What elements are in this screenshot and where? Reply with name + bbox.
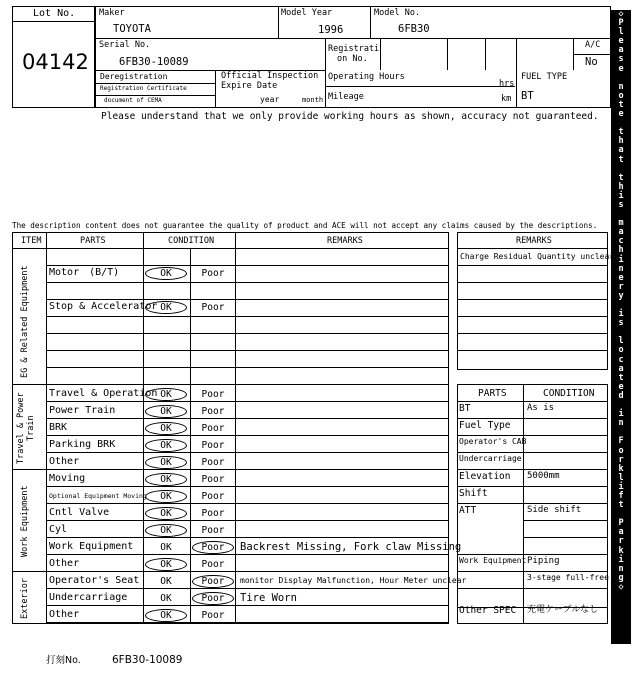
- poor-option[interactable]: Poor: [201, 302, 225, 313]
- ac-value: No: [585, 56, 598, 68]
- notice-text: Please understand that we only provide working hours as shown, accuracy not guaranteed.: [101, 111, 599, 122]
- right-parts-line: [457, 503, 608, 504]
- year-label: year: [260, 95, 280, 104]
- right-condition-value: Piping: [527, 556, 560, 566]
- side-notice-char: i: [618, 481, 624, 492]
- table-row-line: [46, 401, 449, 402]
- right-remarks-line: [457, 316, 608, 317]
- header-condition: CONDITION: [168, 236, 215, 246]
- poor-option[interactable]: Poor: [201, 474, 225, 485]
- table-col-line: [46, 232, 47, 624]
- remark-text: Backrest Missing, Fork claw Missing: [240, 541, 462, 553]
- ok-circled[interactable]: OK: [145, 388, 187, 401]
- side-notice-char: t: [618, 172, 624, 183]
- side-notice-char: s: [618, 54, 624, 65]
- group-line: [12, 571, 449, 572]
- right-condition-value: 5000mm: [527, 471, 560, 481]
- table-row-line: [46, 554, 449, 555]
- side-notice-char: t: [618, 99, 624, 110]
- right-parts-line: [457, 452, 608, 453]
- side-notice-char: i: [618, 554, 624, 565]
- side-notice-char: l: [618, 336, 624, 347]
- ok-circled[interactable]: OK: [145, 456, 187, 469]
- table-row-line: [46, 367, 449, 368]
- side-notice-char: h: [618, 181, 624, 192]
- ok-circled[interactable]: OK: [145, 301, 187, 314]
- part-label: Stop & Accelerator: [49, 301, 158, 312]
- side-notice-char: t: [618, 500, 624, 511]
- right-remarks-line: [457, 248, 608, 249]
- right-part-label: Fuel Type: [459, 420, 511, 431]
- side-notice-char: a: [618, 145, 624, 156]
- right-part-label: Other SPEC: [459, 605, 517, 616]
- side-notice-char: d: [618, 390, 624, 401]
- part-label: Travel & Operation: [49, 388, 158, 399]
- side-notice-char: i: [618, 309, 624, 320]
- table-row-line: [46, 435, 449, 436]
- group-travel: Travel & Power Train: [16, 392, 36, 464]
- part-label: Moving: [49, 473, 86, 484]
- side-notice-char: e: [618, 36, 624, 47]
- side-notice-char: e: [618, 63, 624, 74]
- table-col-line: [235, 232, 236, 624]
- right-condition-value: Side shift: [527, 505, 582, 515]
- right-remarks-line: [457, 265, 608, 266]
- side-notice-char: e: [618, 381, 624, 392]
- table-row-line: [46, 384, 449, 385]
- poor-circled[interactable]: Poor: [192, 541, 234, 554]
- side-notice-char: y: [618, 290, 624, 301]
- poor-circled[interactable]: Poor: [192, 575, 234, 588]
- side-notice-char: k: [618, 545, 624, 556]
- maker-value: TOYOTA: [113, 23, 151, 35]
- side-notice-char: r: [618, 536, 624, 547]
- part-label: Other: [49, 558, 80, 569]
- right-condition-value: As is: [527, 403, 555, 413]
- ok-circled[interactable]: OK: [145, 524, 187, 537]
- table-row-line: [46, 333, 449, 334]
- table-row-line: [46, 588, 449, 589]
- ok-circled[interactable]: OK: [145, 439, 187, 452]
- side-notice-char: i: [618, 409, 624, 420]
- side-notice-char: P: [618, 518, 624, 529]
- part-label: Power Train: [49, 405, 116, 416]
- group-eg: EG & Related Equipment: [20, 265, 30, 378]
- header-parts: PARTS: [80, 236, 106, 246]
- table-row-line: [46, 537, 449, 538]
- part-label: Cyl: [49, 524, 68, 535]
- right-parts-line: [457, 469, 608, 470]
- right-condition-header: CONDITION: [543, 388, 595, 399]
- ac-label: A/C: [585, 40, 601, 50]
- side-notice-char: c: [618, 354, 624, 365]
- table-col-line: [143, 232, 144, 624]
- right-part-label: BT: [459, 403, 471, 414]
- side-notice-char: i: [618, 254, 624, 265]
- group-line: [12, 469, 449, 470]
- right-part-label: ATT: [459, 505, 477, 516]
- table-row-line: [46, 316, 449, 317]
- side-notice-char: a: [618, 527, 624, 538]
- table-row-line: [46, 520, 449, 521]
- table-row-line: [46, 622, 449, 623]
- cema-label: document of CEMA: [104, 97, 162, 104]
- side-notice-char: k: [618, 463, 624, 474]
- poor-option[interactable]: Poor: [201, 610, 225, 621]
- part-label: Other: [49, 609, 80, 620]
- side-notice-char: F: [618, 436, 624, 447]
- side-notice-char: a: [618, 45, 624, 56]
- stamp-value: 6FB30-10089: [112, 654, 183, 666]
- side-notice-char: f: [618, 490, 624, 501]
- side-notice-char: t: [618, 127, 624, 138]
- side-notice-char: e: [618, 109, 624, 120]
- poor-option[interactable]: Poor: [201, 268, 225, 279]
- poor-option[interactable]: Poor: [201, 423, 225, 434]
- model-year-value: 1996: [318, 24, 344, 36]
- right-remarks-line: [457, 350, 608, 351]
- right-parts-line: [457, 571, 608, 572]
- table-row-line: [46, 486, 449, 487]
- ok-circled[interactable]: OK: [145, 473, 187, 486]
- right-part-label: Work Equipment: [459, 556, 527, 565]
- poor-option[interactable]: Poor: [201, 491, 225, 502]
- registration-label: Registrati: [328, 44, 380, 54]
- side-notice-char: m: [618, 218, 624, 229]
- ok-circled[interactable]: OK: [145, 490, 187, 503]
- ok-option[interactable]: OK: [160, 576, 172, 587]
- right-parts-line: [457, 588, 608, 589]
- side-notice-char: h: [618, 136, 624, 147]
- right-remarks-line: [457, 282, 608, 283]
- right-parts-line: [457, 401, 608, 402]
- right-parts-line: [457, 418, 608, 419]
- poor-option[interactable]: Poor: [201, 389, 225, 400]
- ok-option[interactable]: OK: [160, 542, 172, 553]
- part-label: Motor (B/T): [49, 267, 120, 278]
- ok-circled[interactable]: OK: [145, 267, 187, 280]
- side-notice-char: h: [618, 245, 624, 256]
- side-notice-char: c: [618, 236, 624, 247]
- side-notice-char: P: [618, 18, 624, 29]
- table-row-line: [46, 282, 449, 283]
- ok-circled[interactable]: OK: [145, 609, 187, 622]
- right-parts-header: PARTS: [478, 388, 507, 399]
- side-notice-char: n: [618, 263, 624, 274]
- right-part-label: Operator's CAB: [459, 437, 527, 446]
- right-parts-line: [457, 486, 608, 487]
- right-part-label: Elevation: [459, 471, 511, 482]
- serial-label: Serial No.: [99, 40, 151, 50]
- poor-circled[interactable]: Poor: [192, 592, 234, 605]
- right-part-label: Undercarriage: [459, 454, 522, 463]
- side-notice-char: ◇: [618, 9, 624, 19]
- side-notice-char: n: [618, 563, 624, 574]
- serial-value: 6FB30-10089: [119, 56, 189, 68]
- part-label: BRK: [49, 422, 68, 433]
- month-label: month: [302, 96, 324, 104]
- model-no-value: 6FB30: [398, 23, 430, 35]
- fuel-type-value: BT: [521, 90, 534, 102]
- part-label: Work Equipment: [49, 541, 134, 552]
- side-notice-char: t: [618, 372, 624, 383]
- table-row-line: [46, 605, 449, 606]
- part-label: Parking BRK: [49, 439, 116, 450]
- side-notice-char: t: [618, 154, 624, 165]
- right-remarks-line: [457, 299, 608, 300]
- inspection-label-1: Official Inspection: [221, 71, 319, 81]
- table-row-line: [46, 418, 449, 419]
- lot-label: Lot No.: [33, 8, 76, 19]
- registration-label-2: on No.: [337, 54, 368, 64]
- table-row-line: [46, 350, 449, 351]
- table-col-line: [190, 248, 191, 624]
- stamp-label: 打刻No.: [46, 655, 81, 666]
- disclaimer-text: The description content does not guarantee the quality of product and ACE will not accept any claims caused by the descriptions.: [12, 221, 598, 230]
- table-row-line: [12, 248, 449, 249]
- side-notice-char: o: [618, 445, 624, 456]
- group-work: Work Equipment: [20, 485, 30, 558]
- maker-label: Maker: [99, 8, 125, 18]
- side-notice-char: o: [618, 90, 624, 101]
- right-parts-line: [457, 435, 608, 436]
- deregistration-label: Deregistration: [100, 72, 168, 81]
- model-year-label: Model Year: [281, 8, 333, 18]
- side-notice-char: r: [618, 454, 624, 465]
- right-remarks-line: [457, 333, 608, 334]
- inspection-label-2: Expire Date: [221, 81, 278, 91]
- ok-circled[interactable]: OK: [145, 422, 187, 435]
- side-notice-char: n: [618, 81, 624, 92]
- side-notice-char: s: [618, 318, 624, 329]
- ok-circled[interactable]: OK: [145, 405, 187, 418]
- side-notice-char: g: [618, 572, 624, 583]
- part-label: Undercarriage: [49, 592, 128, 603]
- ok-circled[interactable]: OK: [145, 558, 187, 571]
- part-label: Cntl Valve: [49, 507, 110, 518]
- right-parts-line: [457, 554, 608, 555]
- side-notice-char: r: [618, 281, 624, 292]
- poor-option[interactable]: Poor: [201, 525, 225, 536]
- side-notice-char: l: [618, 472, 624, 483]
- right-condition-value: 充電ケーブルなし: [527, 605, 599, 615]
- remark-text: Tire Worn: [240, 592, 297, 604]
- ok-option[interactable]: OK: [160, 593, 172, 604]
- right-remarks-line: Charge Residual Quantity unclear: [460, 252, 615, 261]
- mileage-label: Mileage: [328, 92, 364, 102]
- side-notice-char: ◇: [618, 581, 624, 592]
- operating-hours-label: Operating Hours: [328, 72, 405, 82]
- model-no-label: Model No.: [374, 8, 421, 18]
- right-part-label: Shift: [459, 488, 488, 499]
- side-notice-char: n: [618, 418, 624, 429]
- right-remarks-header: REMARKS: [516, 236, 552, 246]
- table-row-line: [46, 452, 449, 453]
- ok-circled[interactable]: OK: [145, 507, 187, 520]
- side-notice-char: i: [618, 190, 624, 201]
- part-label: Other: [49, 456, 80, 467]
- hrs-label: hrs: [499, 79, 515, 89]
- fuel-type-label: FUEL TYPE: [521, 72, 568, 82]
- poor-option[interactable]: Poor: [201, 508, 225, 519]
- side-notice-char: a: [618, 363, 624, 374]
- table-row-line: [46, 265, 449, 266]
- right-parts-line: [523, 537, 608, 538]
- table-row-line: [46, 503, 449, 504]
- remark-text: monitor Display Malfunction, Hour Meter unclear: [240, 576, 467, 585]
- side-notice: [611, 10, 631, 644]
- right-parts-line: [523, 520, 608, 521]
- part-label: Operator's Seat: [49, 575, 140, 586]
- poor-option[interactable]: Poor: [201, 559, 225, 570]
- side-notice-char: l: [618, 27, 624, 38]
- poor-option[interactable]: Poor: [201, 457, 225, 468]
- registration-certificate-label: Registration Certificate: [100, 85, 187, 92]
- km-label: km: [501, 94, 512, 104]
- group-exterior: Exterior: [20, 578, 30, 619]
- poor-option[interactable]: Poor: [201, 440, 225, 451]
- poor-option[interactable]: Poor: [201, 406, 225, 417]
- header-item: ITEM: [21, 236, 42, 246]
- lot-number: 04142: [22, 50, 89, 74]
- side-notice-char: o: [618, 345, 624, 356]
- header-remarks: REMARKS: [327, 236, 363, 246]
- part-label: Optional Equipment Moving: [49, 492, 147, 500]
- right-condition-value: 3-stage full-free: [527, 573, 609, 582]
- table-row-line: [46, 299, 449, 300]
- side-notice-char: s: [618, 199, 624, 210]
- side-notice-char: e: [618, 272, 624, 283]
- side-notice-char: a: [618, 227, 624, 238]
